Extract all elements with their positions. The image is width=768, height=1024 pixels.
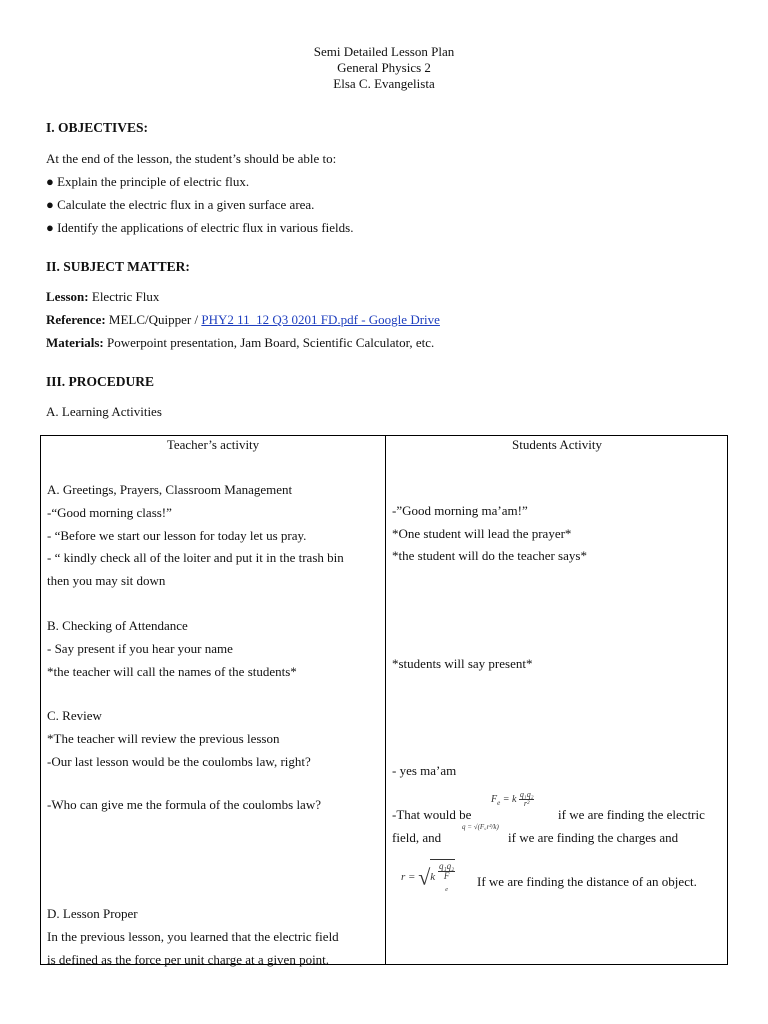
reference-line bbox=[46, 312, 440, 328]
student-text: field, and bbox=[392, 830, 442, 845]
lesson-line bbox=[46, 289, 159, 305]
doc-subject: General Physics 2 bbox=[337, 60, 431, 75]
reference-label: Reference: bbox=[46, 312, 106, 327]
materials-line bbox=[46, 335, 434, 351]
procedure-subheading: A. Learning Activities bbox=[46, 404, 162, 419]
reference-link[interactable]: PHY2 11_12 Q3 0201 FD.pdf - Google Drive bbox=[201, 312, 440, 327]
teacher-column-header: Teacher’s activity bbox=[166, 437, 260, 452]
activities-table bbox=[40, 435, 728, 965]
teacher-text: -Who can give me the formula of the coulombs law? bbox=[47, 797, 321, 812]
objective-item: ● Identify the applications of electric flux in various fields. bbox=[46, 220, 354, 235]
doc-title: Semi Detailed Lesson Plan bbox=[313, 44, 455, 59]
objective-item: ● Calculate the electric flux in a given surface area. bbox=[46, 197, 315, 212]
teacher-text: - “ kindly check all of the loiter and put it in the trash bin bbox=[47, 550, 344, 565]
student-text: if we are finding the electric bbox=[558, 807, 705, 822]
student-text: *the student will do the teacher says* bbox=[392, 548, 587, 563]
column-divider bbox=[385, 436, 386, 964]
student-text: If we are finding the distance of an object. bbox=[477, 874, 697, 889]
distance-formula: r = √k q₁q₂ F $_e$ bbox=[401, 861, 455, 893]
teacher-text: *the teacher will call the names of the students* bbox=[47, 664, 297, 679]
teacher-text: -Our last lesson would be the coulombs law, right? bbox=[47, 754, 311, 769]
doc-author: Elsa C. Evangelista bbox=[333, 76, 435, 91]
teacher-text: is defined as the force per unit charge at a given point. bbox=[47, 952, 330, 967]
teacher-text: In the previous lesson, you learned that the electric field bbox=[47, 929, 339, 944]
teacher-text: *The teacher will review the previous lesson bbox=[47, 731, 280, 746]
student-text: if we are finding the charges and bbox=[508, 830, 679, 845]
students-column-header: Students Activity bbox=[512, 437, 602, 452]
teacher-text: - “Before we start our lesson for today let us pray. bbox=[47, 528, 307, 543]
reference-value: MELC/Quipper / bbox=[105, 312, 202, 327]
objectives-intro: At the end of the lesson, the student’s should be able to: bbox=[46, 151, 337, 166]
subject-matter-heading: II. SUBJECT MATTER: bbox=[46, 259, 190, 274]
teacher-text: then you may sit down bbox=[47, 573, 166, 588]
student-text: -”Good morning ma’am!” bbox=[392, 503, 528, 518]
student-text: *One student will lead the prayer* bbox=[392, 526, 572, 541]
materials-value: Powerpoint presentation, Jam Board, Scientific Calculator, etc. bbox=[103, 335, 435, 350]
teacher-text: D. Lesson Proper bbox=[47, 906, 138, 921]
teacher-text: -“Good morning class!” bbox=[47, 505, 172, 520]
objective-item: ● Explain the principle of electric flux. bbox=[46, 174, 250, 189]
teacher-text: - Say present if you hear your name bbox=[47, 641, 233, 656]
student-text: -That would be bbox=[392, 807, 472, 822]
lesson-value: Electric Flux bbox=[88, 289, 160, 304]
student-text: *students will say present* bbox=[392, 656, 533, 671]
coulomb-force-formula: $F_e = k$ $\frac{\text{q₁q₂}}{\text{r²}}$ bbox=[491, 790, 534, 808]
lesson-label: Lesson: bbox=[46, 289, 89, 304]
teacher-text: A. Greetings, Prayers, Classroom Management bbox=[47, 482, 293, 497]
teacher-text: B. Checking of Attendance bbox=[47, 618, 188, 633]
charge-formula: q = √(F꜀r²/k) bbox=[462, 823, 499, 831]
procedure-heading: III. PROCEDURE bbox=[46, 374, 155, 389]
teacher-text: C. Review bbox=[47, 708, 102, 723]
objectives-heading: I. OBJECTIVES: bbox=[46, 120, 149, 135]
materials-label: Materials: bbox=[46, 335, 104, 350]
student-text: - yes ma’am bbox=[392, 763, 457, 778]
